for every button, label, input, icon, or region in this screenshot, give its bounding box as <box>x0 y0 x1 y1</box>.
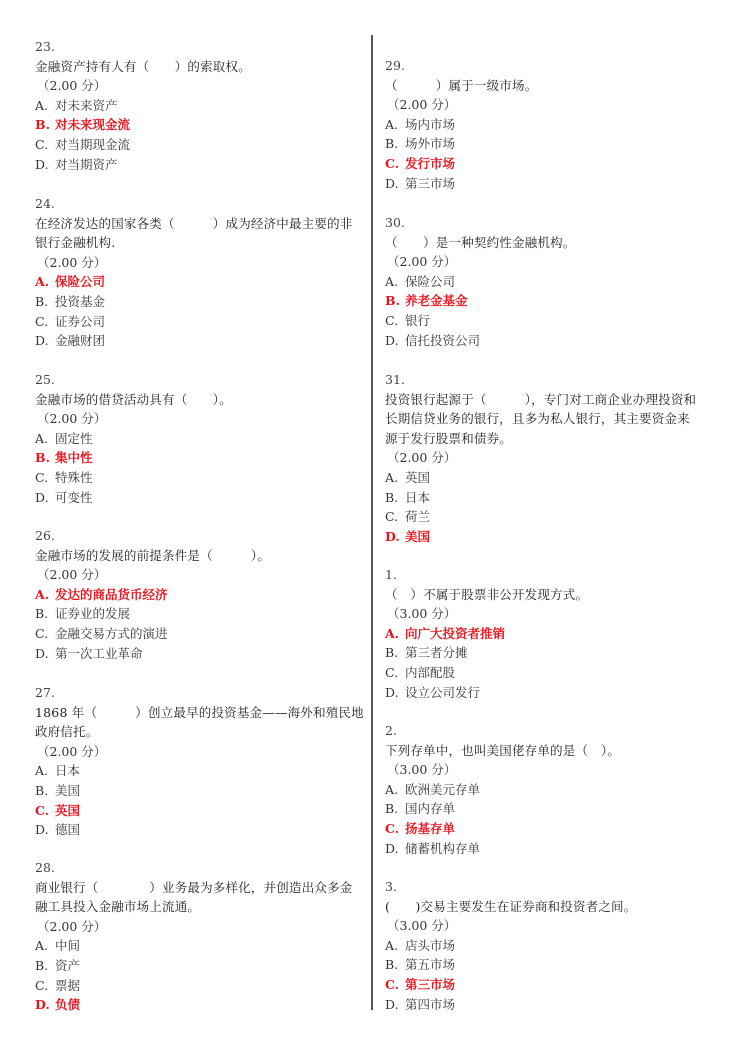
option-letter: B. <box>385 801 399 817</box>
question-block <box>385 877 720 1014</box>
option <box>385 643 720 663</box>
option-letter: A. <box>35 274 50 290</box>
question-stem: ( )交易主要发生在证券商和投资者之间。 <box>385 898 637 914</box>
option-correct <box>35 448 365 468</box>
option-letter: C. <box>385 664 399 680</box>
column-divider <box>371 35 373 1010</box>
option <box>35 312 365 332</box>
option-letter: C. <box>35 136 49 152</box>
option <box>385 272 720 292</box>
option-correct <box>35 585 365 605</box>
option-text: 内部配股 <box>405 664 456 680</box>
option-letter: D. <box>35 333 49 349</box>
option-text: 日本 <box>55 763 81 779</box>
question-stem: （ ）是一种契约性金融机构。 <box>385 234 576 250</box>
question-score: （2.00 分） <box>37 743 107 759</box>
question-number: 31. <box>385 372 405 387</box>
question-stem: 源于发行股票和债券。 <box>385 430 513 446</box>
option-letter: B. <box>35 606 49 622</box>
question-number: 1. <box>385 567 397 582</box>
option-letter: A. <box>35 430 49 446</box>
question-number: 26. <box>35 528 55 543</box>
option-letter: C. <box>385 312 399 328</box>
option <box>385 507 720 527</box>
option <box>35 488 365 508</box>
question-score: （3.00 分） <box>387 606 457 622</box>
option <box>385 174 720 194</box>
question-stem: 金融市场的借贷活动具有（ ）。 <box>35 391 232 407</box>
option-letter: B. <box>35 117 50 133</box>
option-text: 英国 <box>55 802 81 818</box>
option-text: 第四市场 <box>405 996 456 1012</box>
question-number: 2. <box>385 723 397 738</box>
option <box>35 936 365 956</box>
option-correct <box>35 272 365 292</box>
option-letter: A. <box>385 781 399 797</box>
question-block <box>35 194 365 351</box>
option-text: 扬基存单 <box>405 820 456 836</box>
option-letter: B. <box>35 450 50 466</box>
option <box>35 468 365 488</box>
option-text: 固定性 <box>55 430 93 446</box>
option-letter: D. <box>385 528 400 544</box>
option-letter: A. <box>385 469 399 485</box>
option-letter: D. <box>35 156 49 172</box>
question-block <box>35 37 365 174</box>
option <box>35 976 365 996</box>
option-text: 保险公司 <box>55 274 106 290</box>
option <box>35 820 365 840</box>
option <box>385 683 720 703</box>
question-stem: （ ）属于一级市场。 <box>385 77 538 93</box>
question-score: （3.00 分） <box>387 918 457 934</box>
question-block <box>385 56 720 193</box>
option-text: 信托投资公司 <box>405 332 481 348</box>
option-text: 资产 <box>55 957 81 973</box>
option-letter: D. <box>35 489 49 505</box>
option-correct <box>35 801 365 821</box>
question-number: 25. <box>35 372 55 387</box>
option-correct <box>35 995 365 1015</box>
option-letter: B. <box>385 489 399 505</box>
option-letter: A. <box>35 938 49 954</box>
option-letter: D. <box>385 996 399 1012</box>
option-letter: D. <box>385 332 399 348</box>
option-letter: B. <box>35 293 49 309</box>
option <box>35 624 365 644</box>
option-letter: C. <box>385 820 400 836</box>
option-text: 证券业的发展 <box>55 606 131 622</box>
question-stem: 融工具投入金融市场上流通。 <box>35 899 201 915</box>
option-letter: D. <box>35 822 49 838</box>
question-number: 24. <box>35 196 55 211</box>
option-text: 对未来现金流 <box>55 117 131 133</box>
option <box>385 331 720 351</box>
option-letter: B. <box>35 957 49 973</box>
option-letter: B. <box>385 957 399 973</box>
question-score: （2.00 分） <box>387 254 457 270</box>
option-correct <box>385 291 720 311</box>
option-correct <box>385 527 720 547</box>
question-number: 23. <box>35 39 55 54</box>
question-score: （2.00 分） <box>37 78 107 94</box>
option-letter: B. <box>385 293 400 309</box>
option <box>385 780 720 800</box>
question-block <box>385 565 720 702</box>
question-number: 29. <box>385 58 405 73</box>
question-stem: 金融市场的发展的前提条件是（ ）。 <box>35 547 271 563</box>
option <box>385 134 720 154</box>
option <box>385 955 720 975</box>
option-text: 金融财团 <box>55 333 106 349</box>
option-letter: C. <box>385 509 399 525</box>
question-stem: 1868 年（ ）创立最早的投资基金——海外和殖民地 <box>35 704 364 720</box>
option-text: 设立公司发行 <box>405 684 481 700</box>
option-text: 金融交易方式的演进 <box>55 625 168 641</box>
question-score: （2.00 分） <box>387 450 457 466</box>
option-text: 对未来资产 <box>55 97 118 113</box>
option-letter: B. <box>35 782 49 798</box>
option-letter: C. <box>35 313 49 329</box>
question-stem: 银行金融机构. <box>35 235 116 251</box>
option-letter: D. <box>35 997 50 1013</box>
option-text: 发行市场 <box>405 155 456 171</box>
option <box>35 331 365 351</box>
option-correct <box>385 819 720 839</box>
option-text: 第三者分摊 <box>405 645 468 661</box>
option <box>385 799 720 819</box>
option-text: 证券公司 <box>55 313 106 329</box>
option-text: 欧洲美元存单 <box>405 781 481 797</box>
question-score: （2.00 分） <box>37 918 107 934</box>
option-correct <box>385 624 720 644</box>
question-number: 3. <box>385 879 397 894</box>
question-block <box>385 370 720 546</box>
option-text: 场内市场 <box>405 116 456 132</box>
question-stem: 投资银行起源于（ ），专门对工商企业办理投资和 <box>385 391 697 407</box>
option-text: 票据 <box>55 977 81 993</box>
question-score: （2.00 分） <box>37 567 107 583</box>
option-letter: C. <box>35 469 49 485</box>
question-number: 27. <box>35 685 55 700</box>
option-text: 日本 <box>405 489 431 505</box>
option <box>385 839 720 859</box>
option-text: 投资基金 <box>55 293 106 309</box>
question-block <box>385 213 720 350</box>
option-text: 店头市场 <box>405 937 456 953</box>
option-letter: A. <box>35 763 49 779</box>
option-correct <box>385 154 720 174</box>
question-stem: 下列存单中，也叫美国佬存单的是（ ）。 <box>385 742 621 758</box>
option-text: 中间 <box>55 938 81 954</box>
option-text: 美国 <box>55 782 81 798</box>
option-correct <box>35 115 365 135</box>
option <box>385 995 720 1015</box>
option-text: 特殊性 <box>55 469 93 485</box>
option-text: 国内存单 <box>405 801 456 817</box>
option-letter: C. <box>385 155 400 171</box>
question-stem: 商业银行（ ）业务最为多样化，并创造出众多金 <box>35 879 353 895</box>
option-text: 德国 <box>55 822 81 838</box>
option-text: 养老金基金 <box>405 293 468 309</box>
option-text: 向广大投资者推销 <box>405 625 506 641</box>
option-correct <box>385 975 720 995</box>
question-block <box>35 683 365 840</box>
option <box>385 663 720 683</box>
option <box>35 644 365 664</box>
option <box>385 468 720 488</box>
option-text: 美国 <box>405 528 431 544</box>
option-letter: C. <box>35 977 49 993</box>
option-letter: A. <box>35 97 49 113</box>
option-text: 可变性 <box>55 489 93 505</box>
option-text: 第三市场 <box>405 976 456 992</box>
question-stem: 政府信托。 <box>35 724 99 740</box>
option-text: 荷兰 <box>405 509 431 525</box>
option-text: 对当期资产 <box>55 156 118 172</box>
option-letter: C. <box>35 802 50 818</box>
option <box>385 936 720 956</box>
option-letter: A. <box>35 586 50 602</box>
option <box>35 761 365 781</box>
question-score: （2.00 分） <box>37 254 107 270</box>
option <box>35 604 365 624</box>
option-letter: C. <box>35 625 49 641</box>
option <box>385 488 720 508</box>
question-block <box>385 721 720 858</box>
question-score: （2.00 分） <box>387 97 457 113</box>
option <box>35 155 365 175</box>
question-block <box>35 526 365 663</box>
option-letter: B. <box>385 645 399 661</box>
option-text: 英国 <box>405 469 431 485</box>
option-text: 保险公司 <box>405 273 456 289</box>
question-score: （3.00 分） <box>387 762 457 778</box>
option-text: 第一次工业革命 <box>55 645 143 661</box>
option-letter: B. <box>385 136 399 152</box>
option-letter: C. <box>385 976 400 992</box>
question-block <box>35 858 365 1015</box>
option-letter: D. <box>35 645 49 661</box>
question-block <box>35 370 365 507</box>
option-text: 集中性 <box>55 450 93 466</box>
option-letter: A. <box>385 625 400 641</box>
option-letter: A. <box>385 937 399 953</box>
question-stem: 长期信贷业务的银行，且多为私人银行，其主要资金来 <box>385 411 690 427</box>
option-text: 第三市场 <box>405 175 456 191</box>
option <box>385 311 720 331</box>
option-letter: D. <box>385 175 399 191</box>
option-text: 银行 <box>405 312 431 328</box>
option-letter: A. <box>385 273 399 289</box>
option <box>35 429 365 449</box>
option-text: 场外市场 <box>405 136 456 152</box>
option <box>35 956 365 976</box>
question-stem: 金融资产持有人有（ ）的索取权。 <box>35 58 251 74</box>
option <box>35 96 365 116</box>
option-text: 负债 <box>55 997 81 1013</box>
question-number: 30. <box>385 215 405 230</box>
question-stem: （ ）不属于股票非公开发现方式。 <box>385 586 589 602</box>
option-text: 对当期现金流 <box>55 136 131 152</box>
option-letter: D. <box>385 840 399 856</box>
question-stem: 在经济发达的国家各类（ ）成为经济中最主要的非 <box>35 215 353 231</box>
question-number: 28. <box>35 860 55 875</box>
option <box>385 115 720 135</box>
option-text: 第五市场 <box>405 957 456 973</box>
option <box>35 292 365 312</box>
option-letter: D. <box>385 684 399 700</box>
question-score: （2.00 分） <box>37 411 107 427</box>
option <box>35 135 365 155</box>
option <box>35 781 365 801</box>
option-text: 发达的商品货币经济 <box>55 586 168 602</box>
option-text: 储蓄机构存单 <box>405 840 481 856</box>
option-letter: A. <box>385 116 399 132</box>
